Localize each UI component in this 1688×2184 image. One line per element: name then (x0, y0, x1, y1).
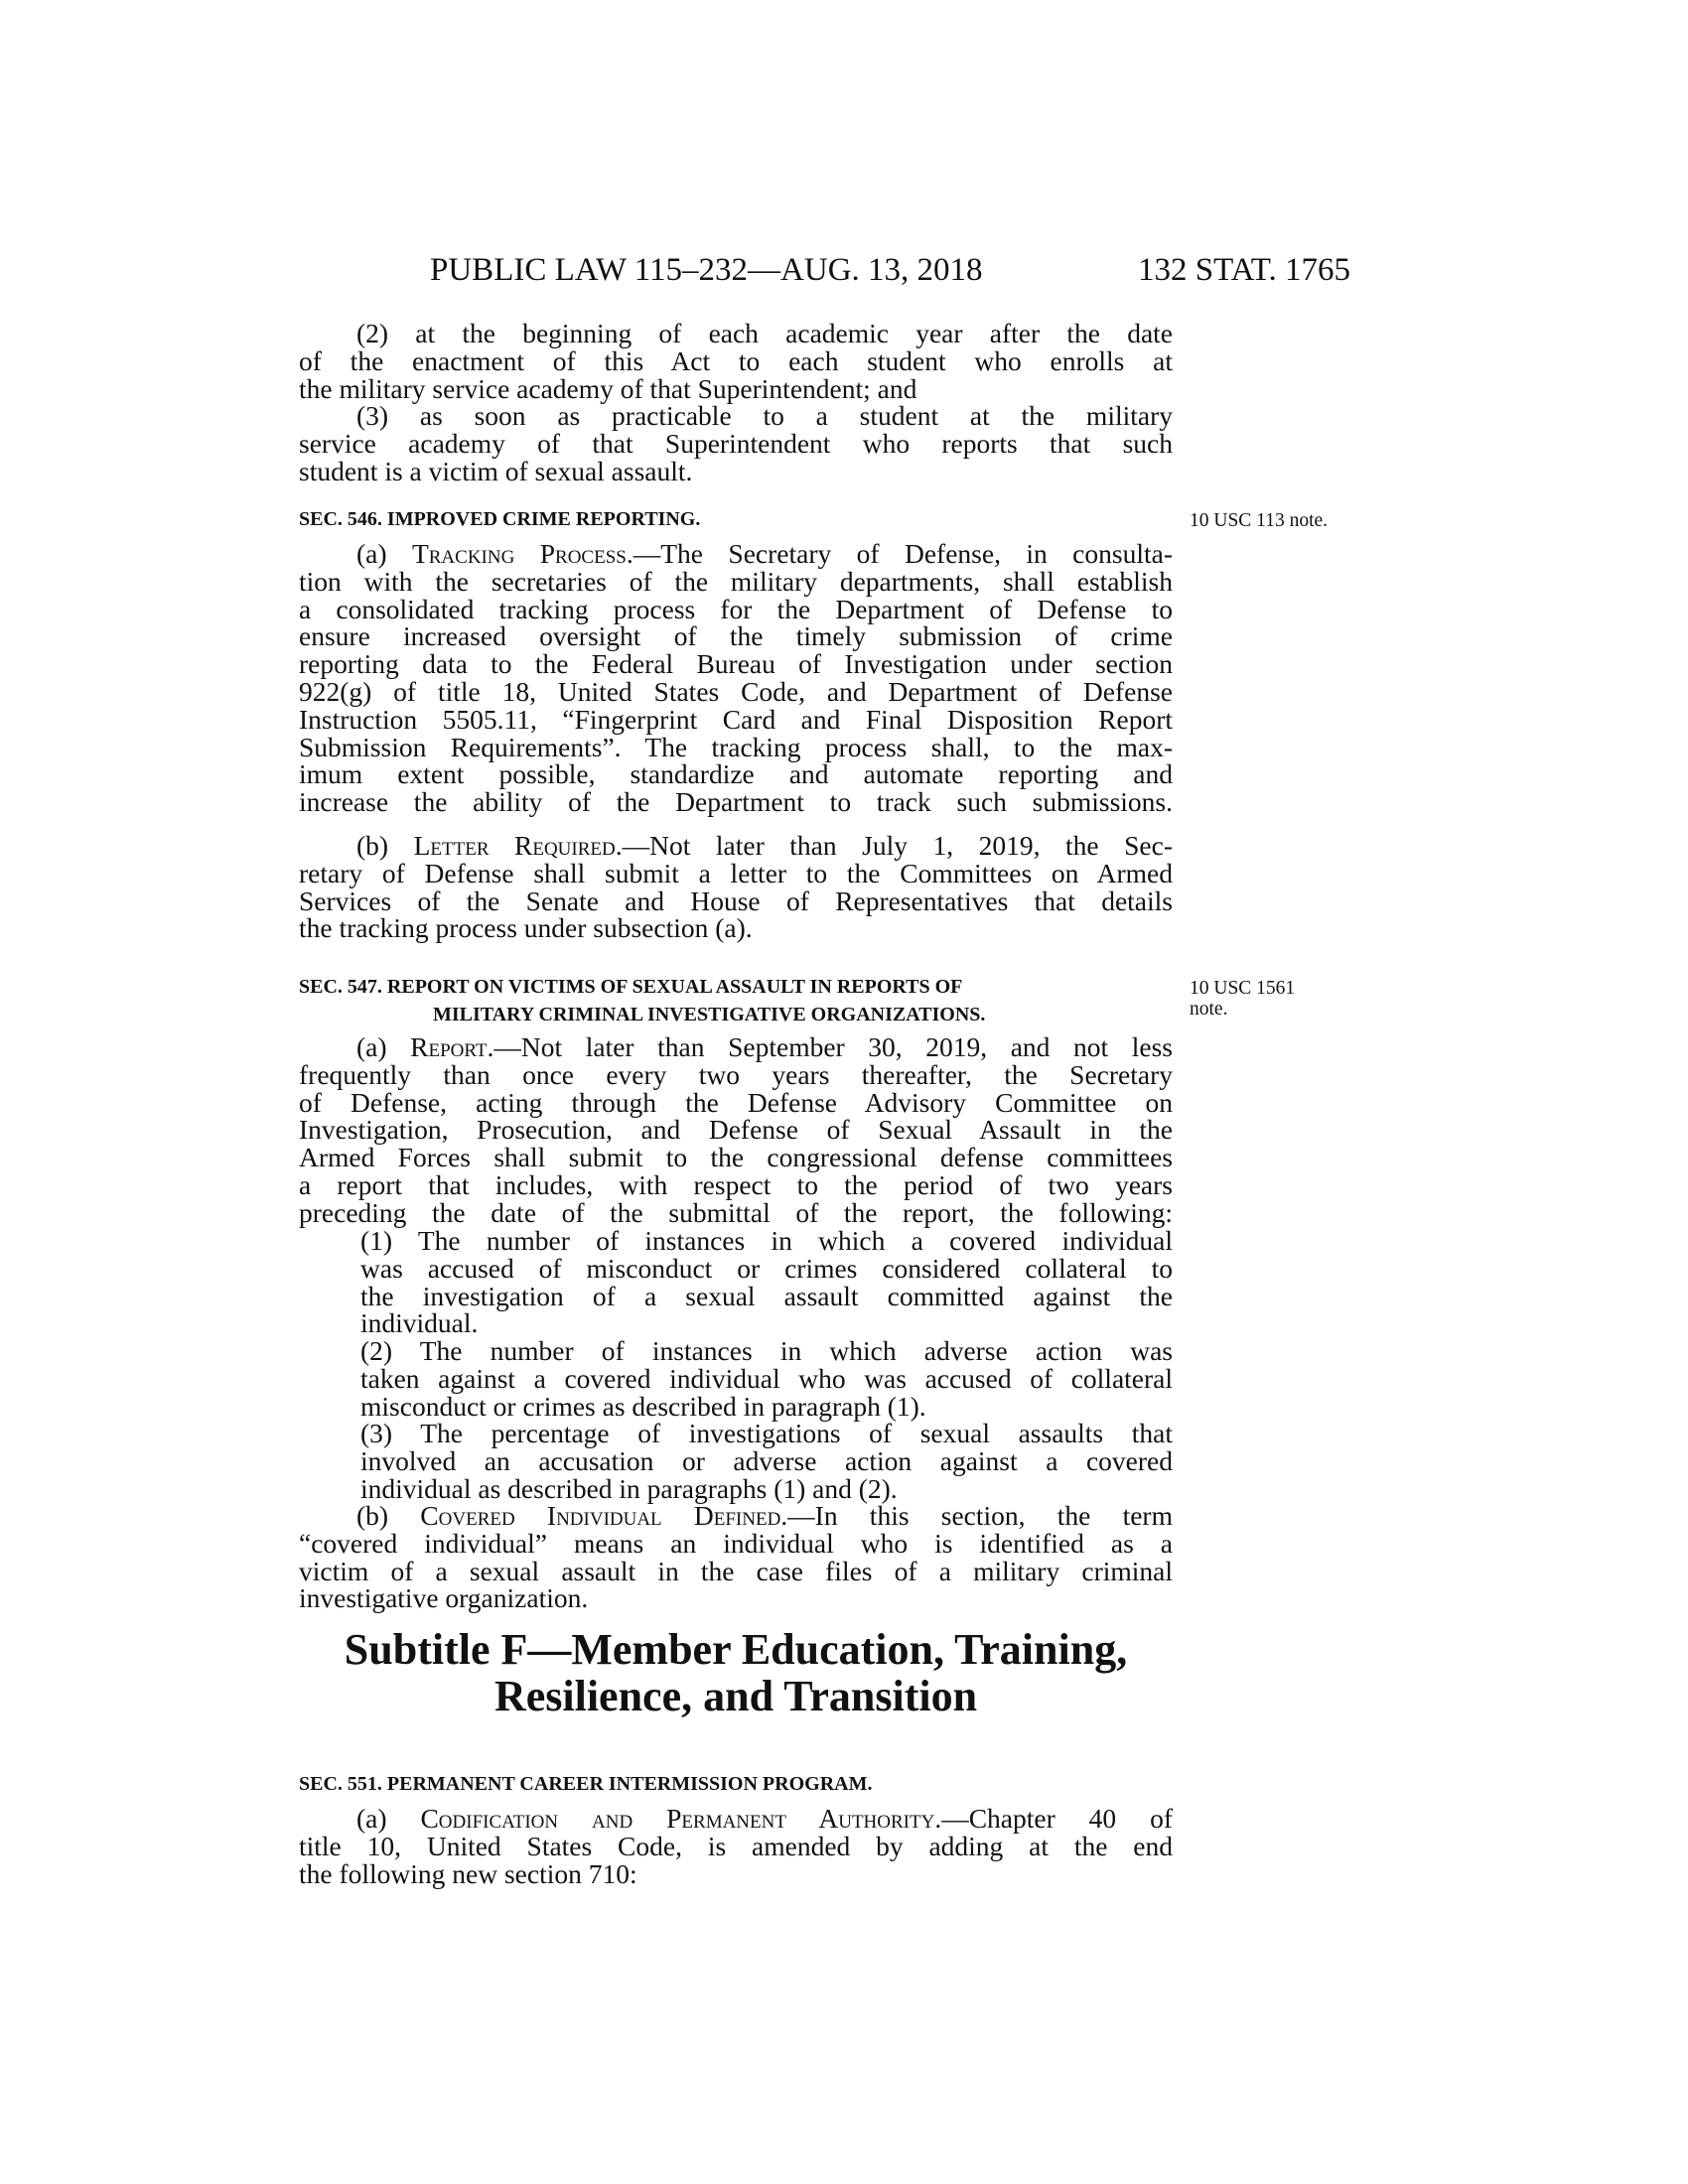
text-line: involved an accusation or adverse action against a covered (360, 1444, 1173, 1476)
subsection-lead-line: (a) Report.—Not later than September 30, 2019, and not less (356, 1031, 1173, 1062)
subsection-lead-text: Not later than September 30, 2019, and not less (520, 1031, 1173, 1062)
text-line: (2) The number of instances in which adverse action was (360, 1335, 1173, 1366)
text-line: ensure increased oversight of the timely submission of crime (299, 620, 1173, 652)
text-line: Investigation, Prosecution, and Defense of Sexual Assault in the (299, 1114, 1173, 1146)
text-line: of the enactment of this Act to each student who enrolls at (299, 344, 1173, 376)
text-line: Submission Requirements”. The tracking process shall, to the max- (299, 731, 1173, 762)
subsection-lead-text: The Secretary of Defense, in consulta- (660, 538, 1173, 569)
subsection-lead-line: (b) Letter Required.—Not later than July 1, 2019, the Sec- (356, 830, 1173, 861)
section-heading: SEC. 551. PERMANENT CAREER INTERMISSION PROGRAM. (299, 1773, 873, 1795)
running-header-stat: 132 STAT. 1765 (1138, 252, 1351, 288)
subsection-lead-line: (a) Tracking Process.—The Secretary of Defense, in consulta- (356, 538, 1173, 569)
text-line: the following new section 710: (299, 1857, 637, 1889)
subsection-a (299, 540, 1173, 816)
text-line: imum extent possible, standardize and automate reporting and (299, 758, 1173, 790)
subsection-lead-text: Chapter 40 of (968, 1803, 1173, 1834)
text-line: a consolidated tracking process for the Department of Defense to (299, 593, 1173, 624)
text-line: taken against a covered individual who was accused of collateral (360, 1362, 1173, 1394)
text-line: Services of the Senate and House of Representatives that details (299, 885, 1173, 916)
subtitle-heading (299, 1626, 1173, 1719)
text-line: of Defense, acting through the Defense Advisory Committee on (299, 1086, 1173, 1118)
paragraph-2 (299, 1337, 1173, 1420)
text-line: investigative organization. (299, 1582, 589, 1614)
subsection-caption: Letter Required (413, 830, 616, 861)
subsection-b (299, 1502, 1173, 1612)
text-line: misconduct or crimes as described in paragraph (1). (360, 1390, 926, 1422)
subtitle-line: Subtitle F—Member Education, Training, (344, 1625, 1128, 1674)
text-line: service academy of that Superintendent who reports that such (299, 428, 1173, 460)
subsection-caption: Report (410, 1031, 488, 1062)
subtitle-line: Resilience, and Transition (493, 1672, 978, 1720)
margin-note-cont: note. (1190, 999, 1228, 1020)
running-header-title: PUBLIC LAW 115–232—AUG. 13, 2018 (430, 252, 983, 288)
subsection-caption: Codification and Permanent Authority (420, 1803, 935, 1834)
section-heading-cont: MILITARY CRIMINAL INVESTIGATIVE ORGANIZATIONS. (433, 1003, 986, 1025)
continuation-block (299, 320, 1173, 485)
text-line: the military service academy of that Superintendent; and (299, 372, 917, 404)
subsection-b (299, 832, 1173, 942)
text-line: tion with the secretaries of the military departments, shall establish (299, 565, 1173, 597)
text-line: a report that includes, with respect to the period of two years (299, 1168, 1173, 1200)
text-line: preceding the date of the submittal of the report, the following: (299, 1196, 1173, 1228)
subsection-lead-line: (b) Covered Individual Defined.—In this section, the term (356, 1500, 1173, 1531)
text-line: victim of a sexual assault in the case files of a military criminal (299, 1555, 1173, 1586)
text-line: the tracking process under subsection (a). (299, 912, 753, 944)
text-line: Instruction 5505.11, “Fingerprint Card and Final Disposition Report (299, 703, 1173, 735)
paragraph-1 (299, 1227, 1173, 1337)
text-line: individual as described in paragraphs (1) and (2). (360, 1472, 898, 1504)
text-line: (2) at the beginning of each academic year after the date (356, 318, 1173, 348)
section-heading: SEC. 546. IMPROVED CRIME REPORTING. (299, 508, 701, 530)
text-line: “covered individual” means an individual who is identified as a (299, 1527, 1173, 1559)
margin-note: 10 USC 1561 (1190, 978, 1296, 999)
paragraph-3 (299, 1420, 1173, 1502)
subsection-a (299, 1805, 1173, 1887)
section-heading: SEC. 547. REPORT ON VICTIMS OF SEXUAL ASSAULT IN REPORTS OF (299, 976, 963, 998)
subsection-a (299, 1033, 1173, 1227)
text-line: retary of Defense shall submit a letter to the Committees on Armed (299, 857, 1173, 888)
text-line: was accused of misconduct or crimes considered collateral to (360, 1252, 1173, 1284)
subsection-lead-line: (a) Codification and Permanent Authority.—Chapter 40 of (356, 1803, 1173, 1834)
margin-note: 10 USC 113 note. (1190, 510, 1329, 531)
text-line: individual. (360, 1307, 479, 1339)
text-line: increase the ability of the Department to track such submissions. (299, 786, 1173, 818)
text-line: Armed Forces shall submit to the congressional defense committees (299, 1142, 1173, 1173)
text-line: the investigation of a sexual assault committed against the (360, 1280, 1173, 1311)
subsection-caption: Covered Individual Defined (420, 1500, 781, 1531)
text-line: 922(g) of title 18, United States Code, and Department of Defense (299, 675, 1173, 707)
subsection-lead-text: Not later than July 1, 2019, the Sec- (649, 830, 1173, 861)
subsection-caption: Tracking Process (411, 538, 627, 569)
text-line: title 10, United States Code, is amended by adding at the end (299, 1830, 1173, 1861)
text-line: frequently than once every two years thereafter, the Secretary (299, 1058, 1173, 1090)
text-line: student is a victim of sexual assault. (299, 455, 693, 486)
text-line: (3) The percentage of investigations of sexual assaults that (360, 1418, 1173, 1448)
text-line: (1) The number of instances in which a covered individual (360, 1225, 1173, 1256)
text-line: reporting data to the Federal Bureau of Investigation under section (299, 648, 1173, 680)
subsection-lead-text: In this section, the term (814, 1500, 1173, 1531)
text-line: (3) as soon as practicable to a student at the military (356, 400, 1173, 432)
